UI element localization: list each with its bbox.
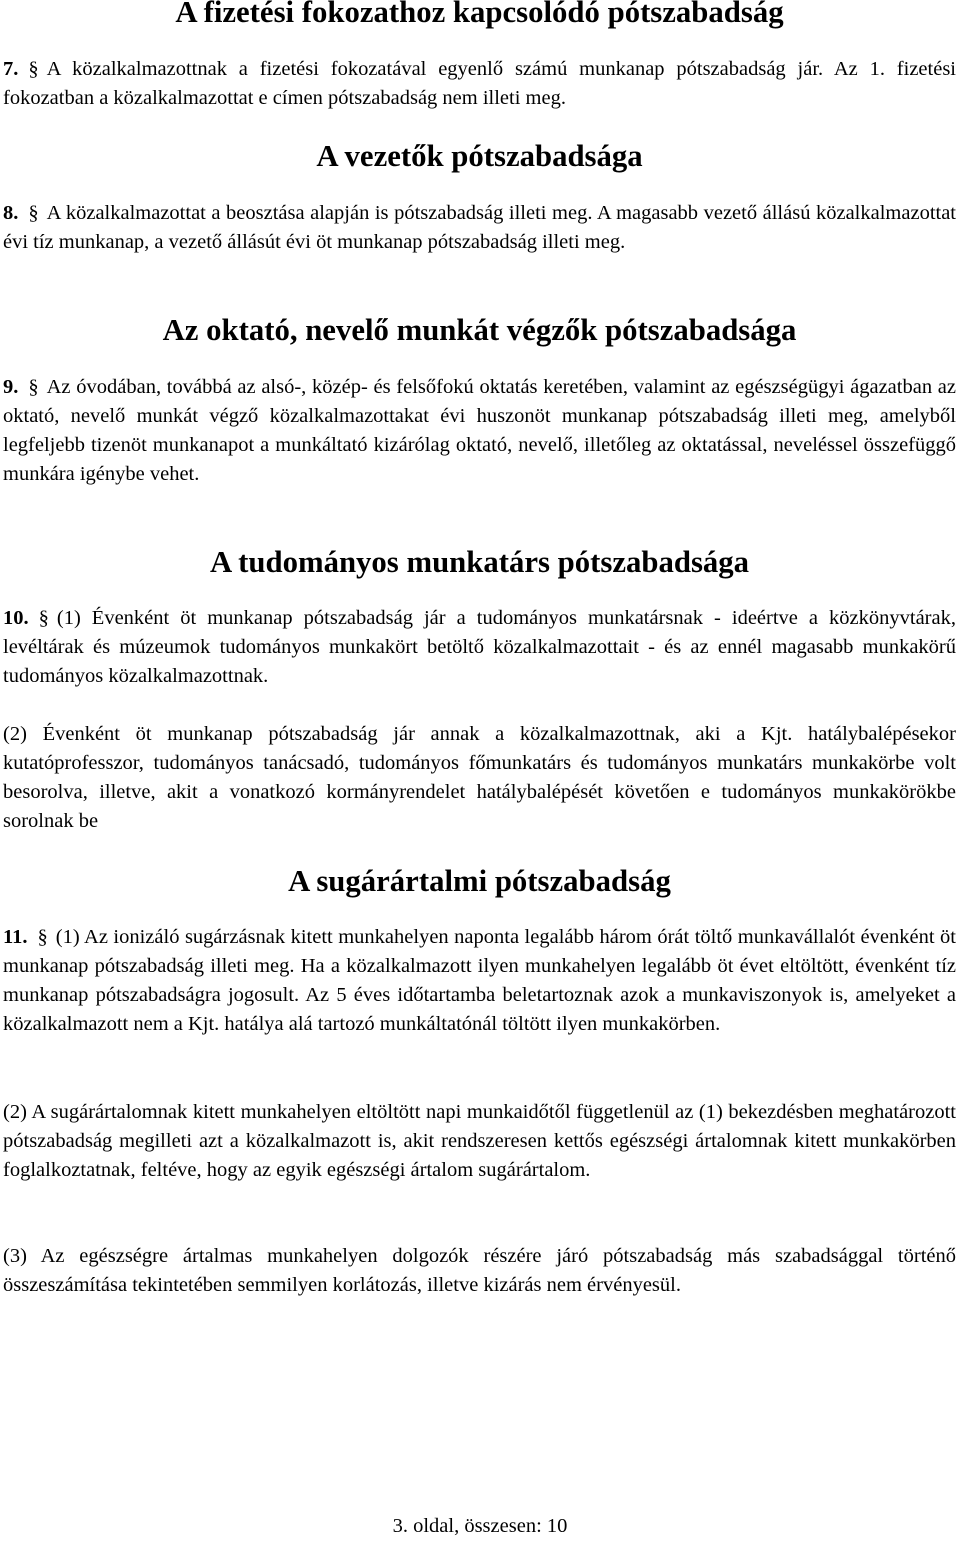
paragraph-text: (2) A sugárártalomnak kitett munkahelyen eltöltött napi munkaidőtől függetlenül az (1) bekezdésben meghatározott pótszabadság megilleti azt a közalkalmazott is, akit rendszeresen kettős egészségi ártalomnak kitett munkakörben foglalkoztatnak, feltéve, hogy az egyik egészségi ártalom sugárártalom. [3,1101,956,1181]
paragraph-text: Az óvodában, továbbá az alsó-, közép- és felsőfokú oktatás keretében, valamint az egészségügyi ágazatban az oktató, nevelő munkát végző közalkalmazottakat évi huszonöt munkanap pótszabadság illeti meg, amelyből legfeljebb tizenöt munkanapot a munkáltató kizárólag oktató, nevelő, illetőleg az oktatással, neveléssel összefüggő munkára igénybe vehet. [3,376,956,485]
paragraph-number: 11. [3,926,28,948]
paragraph-text: (3) Az egészségre ártalmas munkahelyen dolgozók részére járó pótszabadság más szabadsággal történő összeszámítása tekintetében semmilyen korlátozás, illetve kizárás nem érvényesül. [3,1245,956,1296]
paragraph [3,720,956,836]
page-footer: 3. oldal, összesen: 10 [392,1515,568,1537]
paragraph-number: 8. [3,202,19,224]
section-heading: A fizetési fokozathoz kapcsolódó pótszabadság [175,0,784,29]
paragraph [3,1098,956,1185]
paragraph-text: (1) Az ionizáló sugárzásnak kitett munkahelyen naponta legalább három órát töltő munkavállalót évenként öt munkanap pótszabadság illeti meg. Ha a közalkalmazott ilyen munkahelyen legalább öt évet eltöltött, évenként tíz munkanap pótszabadságra jogosult. Az 5 éves időtartamba beletartoznak azok a munkaviszonyok is, amelyeket a közalkalmazott nem a Kjt. hatálya alá tartozó munkáltatónál töltött ilyen munkakörben. [3,926,956,1035]
section-sign: § [28,58,39,80]
section-heading: Az oktató, nevelő munkát végzők pótszabadsága [162,313,797,347]
paragraph [3,1242,956,1300]
section-heading: A sugárártalmi pótszabadság [288,864,671,898]
section-sign: § [37,926,48,948]
section-heading: A tudományos munkatárs pótszabadsága [209,545,750,579]
paragraph-number: 7. [3,58,19,80]
paragraph [3,373,956,489]
paragraph [3,604,956,691]
section-sign: § [38,607,49,629]
paragraph-text: (2) Évenként öt munkanap pótszabadság jár annak a közalkalmazottnak, aki a Kjt. hatálybalépésekor kutatóprofesszor, tudományos tanácsadó, tudományos főmunkatárs és tudományos munkatárs munkakörbe volt besorolva, illetve, akit a vonatkozó kormányrendelet hatálybalépését követően e tudományos munkakörökbe sorolnak be [3,723,956,832]
paragraph [3,199,956,257]
paragraph-text: (1) Évenként öt munkanap pótszabadság jár a tudományos munkatársnak - ideértve a közkönyvtárak, levéltárak és múzeumok tudományos munkakört betöltő közalkalmazottait - és az ennél magasabb munkakörű tudományos közalkalmazottnak. [3,607,956,687]
paragraph [3,55,956,113]
paragraph-number: 9. [3,376,19,398]
section-heading: A vezetők pótszabadsága [316,139,643,173]
paragraph-text: A közalkalmazottat a beosztása alapján is pótszabadság illeti meg. A magasabb vezető állású közalkalmazottat évi tíz munkanap, a vezető állásút évi öt munkanap pótszabadság illeti meg. [3,202,956,253]
paragraph-text: A közalkalmazottnak a fizetési fokozatával egyenlő számú munkanap pótszabadság jár. Az 1. fizetési fokozatban a közalkalmazottat e címen pótszabadság nem illeti meg. [3,58,956,109]
paragraph [3,923,956,1039]
paragraph-number: 10. [3,607,29,629]
section-sign: § [28,376,39,398]
section-sign: § [28,202,39,224]
